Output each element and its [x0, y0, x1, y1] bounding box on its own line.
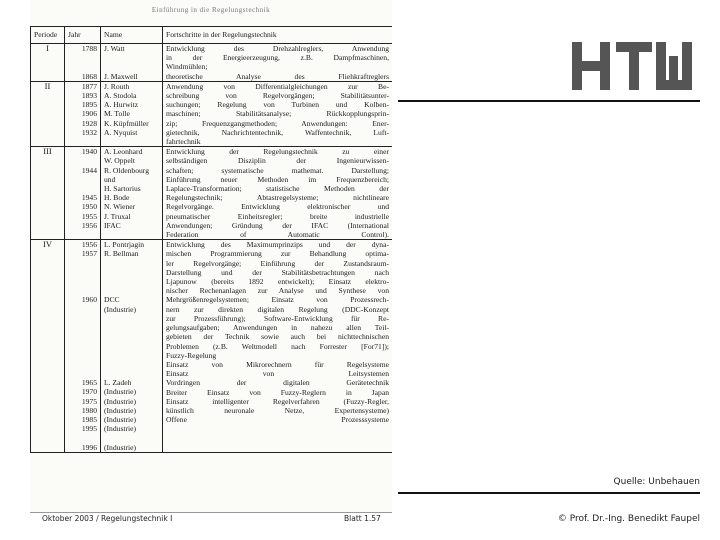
name-cell-line: L. Pontrjagin	[104, 240, 145, 250]
name-cell-line: J. Truxal	[104, 211, 131, 221]
progress-line: Mehrgrößenregelsystemen; Einsatz von Prozessrech-	[166, 295, 389, 305]
name-cell-line: L. Zadeh	[104, 378, 132, 388]
year-cell	[65, 147, 101, 240]
progress-line: Regelvorgänge. Entwicklung elektronischer und	[166, 202, 389, 212]
year-cell-line: 1895	[81, 100, 97, 110]
header-name: Name	[101, 27, 163, 44]
progress-line: Einsatz von Leitsystemen	[166, 369, 389, 379]
table-row	[31, 44, 393, 82]
progress-line: Federation of Automatic Control).	[166, 230, 389, 240]
year-cell-line: 1906	[81, 109, 97, 119]
year-cell-line: 1996	[81, 442, 97, 452]
scan-header: Einführung in die Regelungstechnik	[151, 6, 271, 14]
source-label: Quelle: Unbehauen	[613, 477, 700, 487]
year-cell	[65, 81, 101, 146]
footer-copyright: © Prof. Dr.-Ing. Benedikt Faupel	[557, 514, 700, 524]
name-cell-line: W. Oppelt	[104, 156, 135, 166]
progress-line: theoretische Analyse des Fliehkraftreglers	[166, 71, 389, 81]
progress-line: Entwicklung der Regelungstechnik zu einer	[166, 147, 389, 157]
table-row	[31, 240, 393, 452]
progress-line: Offene Prozesssysteme	[166, 415, 389, 425]
year-cell	[65, 44, 101, 82]
progress-line: Fuzzy-Regelung	[166, 350, 217, 360]
name-cell-line: (Industrie)	[104, 424, 137, 434]
year-cell-line: 1970	[81, 387, 97, 397]
year-cell-line: 1928	[81, 118, 97, 128]
period-cell: IV	[31, 240, 65, 452]
name-cell	[101, 240, 163, 452]
name-cell-line: DCC	[104, 295, 120, 305]
progress-cell	[163, 147, 393, 240]
top-rule	[398, 100, 700, 102]
name-cell-line: A. Leonhard	[104, 147, 143, 157]
progress-line: Entwicklung des Drehzahlreglers, Anwendung	[166, 44, 389, 53]
year-cell-line: 1975	[81, 396, 97, 406]
year-cell-line: 1960	[81, 295, 97, 305]
name-cell	[101, 44, 163, 82]
period-cell: III	[31, 147, 65, 240]
progress-line: suchungen; Regelung von Turbinen und Kolben-	[166, 100, 389, 110]
name-cell-line: H. Sartorius	[104, 184, 141, 194]
name-cell-line: J. Maxwell	[104, 71, 138, 81]
name-cell-line: A. Hurwitz	[104, 100, 139, 110]
progress-line: Anwendung von Differentialgleichungen zur Be-	[166, 81, 389, 91]
year-cell-line: 1995	[81, 424, 97, 434]
name-cell-line: und	[104, 174, 116, 184]
progress-line: Darstellung und der Stabilitätsbetrachtungen nach	[166, 267, 389, 277]
name-cell-line: A. Nyquist	[104, 127, 138, 137]
scanned-table-page	[30, 0, 392, 512]
table-row	[31, 147, 393, 240]
bottom-rule	[398, 492, 700, 494]
progress-line: ler Regelvorgänge; Einführung der Zustandsraum-	[166, 258, 389, 268]
year-cell-line: 1955	[81, 211, 97, 221]
name-cell-line: (Industrie)	[104, 414, 137, 424]
year-cell-line: 1950	[81, 202, 97, 212]
name-cell-line: A. Stodola	[104, 91, 137, 101]
progress-line: Einführung neuer Methoden im Frequenzbereich;	[166, 174, 389, 184]
year-cell-line: 1985	[81, 414, 97, 424]
progress-line: Ljapunow (bereits 1892 entwickelt); Einsatz elektro-	[166, 277, 389, 287]
footer-course: Oktober 2003 / Regelungstechnik I	[42, 514, 173, 523]
name-cell-line: R. Oldenbourg	[104, 165, 149, 175]
year-cell-line: 1965	[81, 378, 97, 388]
name-cell-line: J. Watt	[104, 44, 125, 53]
table-body	[31, 44, 393, 453]
year-cell-line: 1956	[81, 240, 97, 250]
name-cell	[101, 147, 163, 240]
htw-logo	[572, 42, 692, 90]
name-cell-line: (Industrie)	[104, 304, 137, 314]
year-cell-line: 1940	[81, 147, 97, 157]
progress-line: Problemen (z.B. Weltmodell nach Forrester [For71]);	[166, 341, 389, 351]
name-cell-line: (Industrie)	[104, 405, 137, 415]
progress-line: Entwicklung des Maximumprinzips und der dyna-	[166, 240, 389, 250]
name-cell-line: K. Küpfmüller	[104, 118, 149, 128]
progress-line: maschinen; Stabilitätsanalyse; Rückkopplungsprin-	[166, 109, 389, 119]
year-cell-line: 1956	[81, 220, 97, 230]
progress-line: Einsatz intelligenter Regelverfahren (Fuzzy-Regler,	[166, 396, 389, 406]
footer-slide-number: Blatt 1.57	[344, 514, 381, 523]
progress-line: mischen Programmierung zur Behandlung optima-	[166, 249, 389, 259]
name-cell-line: R. Bellman	[104, 249, 139, 259]
progress-line: Anwendungen; Gründung der IFAC (International	[166, 220, 389, 230]
progress-cell	[163, 44, 393, 82]
header-period: Periode	[31, 27, 65, 44]
progress-cell	[163, 240, 393, 452]
progress-line: Laplace-Transformation; statistische Methoden der	[166, 184, 389, 194]
progress-line: nern zur direkten digitalen Regelung (DDC-Konzept	[166, 304, 389, 314]
year-cell-line: 1980	[81, 405, 97, 415]
progress-line: schaften; systematische mathemat. Darstellung;	[166, 165, 389, 175]
year-cell-line: 1877	[81, 81, 97, 91]
name-cell-line: (Industrie)	[104, 442, 137, 452]
name-cell-line: J. Routh	[104, 81, 130, 91]
header-year: Jahr	[65, 27, 101, 44]
table-header-row	[31, 27, 393, 44]
name-cell	[101, 81, 163, 146]
footer-divider	[30, 512, 392, 513]
progress-line: pneumatischer Einheitsregler; breite industrielle	[166, 211, 389, 221]
progress-line: schreibung von Regelvorgängen; Stabilitätsunter-	[166, 91, 389, 101]
progress-line: gebieten der Technik sowie auch bei nichttechnischen	[166, 332, 389, 342]
year-cell-line: 1957	[81, 249, 97, 259]
year-cell-line: 1868	[81, 71, 97, 81]
progress-line: Windmühlen;	[166, 62, 208, 72]
year-cell	[65, 240, 101, 452]
progress-line: Regelungstechnik; Abtastregelsysteme; nichtlineare	[166, 193, 389, 203]
name-cell-line: IFAC	[104, 220, 121, 230]
name-cell-line: M. Tolle	[104, 109, 130, 119]
progress-line: fahrtechnik	[166, 137, 201, 147]
history-table	[30, 26, 392, 453]
year-cell-line: 1944	[81, 165, 97, 175]
progress-line: selbständigen Disziplin der Ingenieurwissen-	[166, 156, 389, 166]
progress-line: zur Prozessführung); Software-Entwicklung für Re-	[166, 313, 389, 323]
year-cell-line: 1945	[81, 193, 97, 203]
name-cell-line: (Industrie)	[104, 396, 137, 406]
year-cell-line: 1932	[81, 127, 97, 137]
period-cell: I	[31, 44, 65, 82]
progress-line: gietechnik, Nachrichtentechnik, Waffentechnik, Luft-	[166, 127, 389, 137]
progress-line: zip; Frequenzgangmethoden; Anwendungen: Ener-	[166, 118, 389, 128]
progress-cell	[163, 81, 393, 146]
progress-line: in der Energieerzeugung, z.B. Dampfmaschinen,	[166, 53, 389, 63]
progress-line: künstlich neuronale Netze, Expertensysteme)	[166, 405, 389, 415]
name-cell-line: H. Bode	[104, 193, 130, 203]
table-row	[31, 81, 393, 146]
progress-line: Vordringen der digitalen Gerätetechnik	[166, 378, 389, 388]
year-cell-line: 1893	[81, 91, 97, 101]
name-cell-line: N. Wiener	[104, 202, 136, 212]
progress-line: Breiter Einsatz von Fuzzy-Reglern in Japan	[166, 387, 389, 397]
progress-line: nischer Rechenanlagen zur Analyse und Synthese von	[166, 286, 389, 296]
period-cell: II	[31, 81, 65, 146]
name-cell-line: (Industrie)	[104, 387, 137, 397]
header-progress: Fortschritte in der Regelungstechnik	[163, 27, 393, 44]
year-cell-line: 1788	[81, 44, 97, 53]
progress-line: Einsatz von Mikrorechnern für Regelsysteme	[166, 359, 389, 369]
progress-line: gelungsaufgaben; Anwendungen in nahezu allen Teil-	[166, 323, 389, 333]
